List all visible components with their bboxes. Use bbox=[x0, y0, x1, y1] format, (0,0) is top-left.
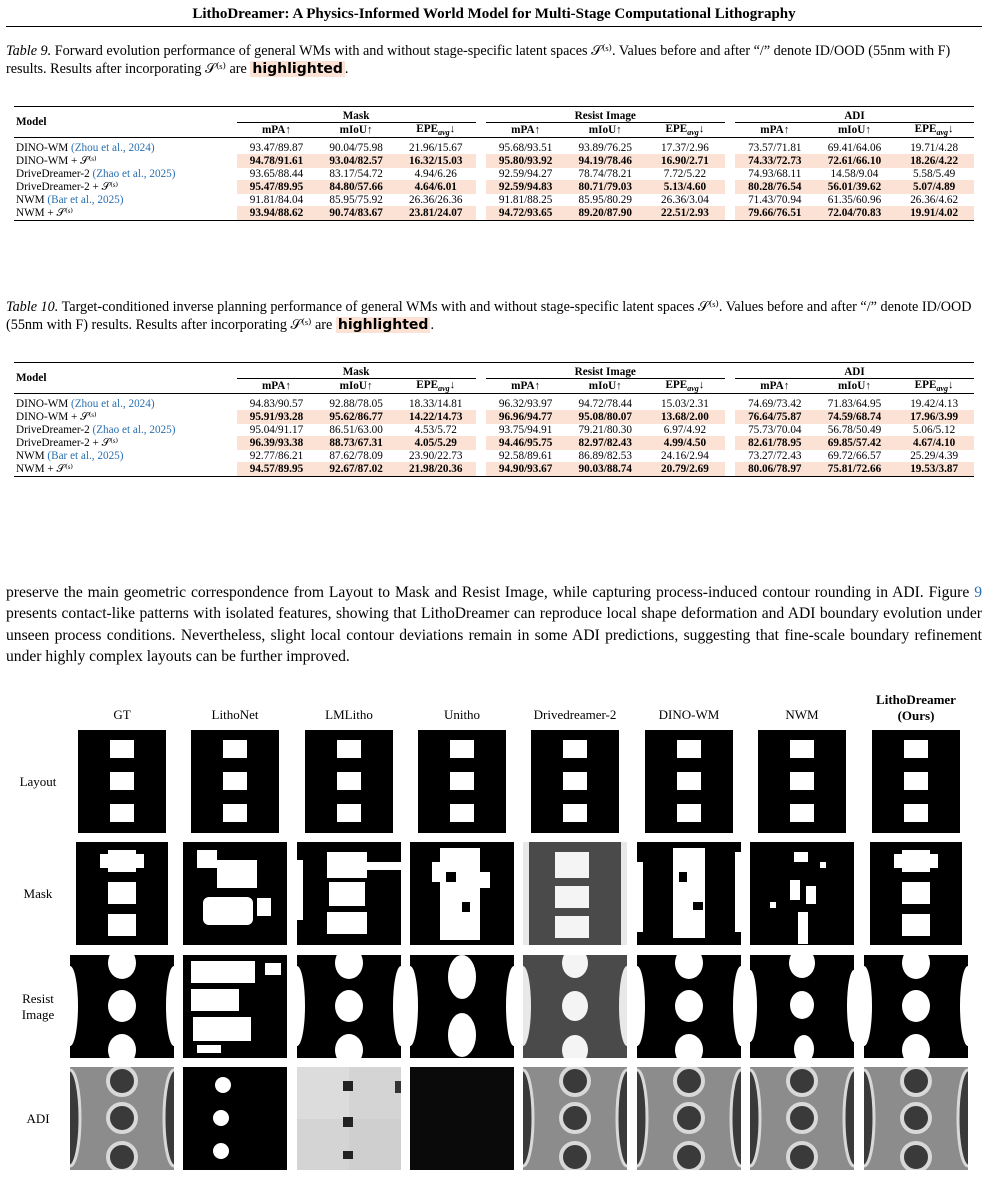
model-header: Model bbox=[14, 363, 226, 394]
figure-tile-adi bbox=[410, 1067, 514, 1170]
table-cell: 93.04/82.57 bbox=[316, 154, 396, 168]
table-cell: 93.89/76.25 bbox=[578, 142, 632, 155]
table-cell: 96.96/94.77 bbox=[486, 410, 566, 424]
table-cell: 71.43/70.94 bbox=[748, 194, 802, 207]
table-cell: 80.28/76.54 bbox=[735, 180, 815, 194]
metric-header-mpa: mPA↑ bbox=[237, 379, 317, 394]
table-cell: 61.35/60.96 bbox=[827, 194, 882, 207]
table-cell: 18.33/14.81 bbox=[409, 398, 463, 411]
table-cell: 5.06/5.12 bbox=[913, 424, 956, 437]
metric-header-mpa: mPA↑ bbox=[237, 123, 317, 138]
table-cell: 4.99/4.50 bbox=[645, 436, 725, 450]
model-name: DriveDreamer-2 + 𝒮⁽ˢ⁾ bbox=[16, 437, 119, 450]
figure-tile-layout bbox=[864, 730, 968, 833]
figure-tile-adi bbox=[864, 1067, 968, 1170]
table-cell: 17.37/2.96 bbox=[661, 142, 709, 155]
table-cell: 17.96/3.99 bbox=[894, 410, 974, 424]
table-cell: 90.04/75.98 bbox=[329, 142, 383, 155]
figure-row-label: Resist Image bbox=[21, 990, 55, 1022]
figure-tile-mask bbox=[523, 842, 627, 945]
table-cell: 26.36/4.62 bbox=[910, 194, 959, 207]
table9-caption-label: Table 9. bbox=[6, 43, 52, 59]
table-cell: 92.58/89.61 bbox=[498, 450, 553, 463]
table-cell: 93.75/94.91 bbox=[498, 424, 553, 437]
figure-tile-mask bbox=[297, 842, 401, 945]
metric-header-epe: $EPE_{avg}↓$ bbox=[894, 123, 974, 138]
table-cell: 69.41/64.06 bbox=[827, 142, 882, 155]
table-cell: 89.20/87.90 bbox=[565, 206, 645, 221]
figure-tile-mask bbox=[637, 842, 741, 945]
table-cell: 94.46/95.75 bbox=[486, 436, 566, 450]
table9-caption-text: Forward evolution performance of general WMs with and without stage-specific latent spaces 𝒮⁽ˢ⁾. Values before and after “/” denote ID/OOD (55nm with F) results. Results after incorporating 𝒮⁽ˢ⁾ are bbox=[6, 43, 951, 77]
table-cell: 19.91/4.02 bbox=[894, 206, 974, 221]
table-cell: 95.04/91.17 bbox=[249, 424, 304, 437]
model-name: DriveDreamer-2 + 𝒮⁽ˢ⁾ bbox=[16, 181, 119, 194]
figure-column-label: Unitho bbox=[443, 707, 481, 722]
table-cell: 16.90/2.71 bbox=[645, 154, 725, 168]
table10-caption-label: Table 10. bbox=[6, 299, 59, 315]
figure-tile-layout bbox=[183, 730, 287, 833]
figure-tile-adi bbox=[523, 1067, 627, 1170]
figure-tile-mask bbox=[750, 842, 854, 945]
table-cell: 96.39/93.38 bbox=[237, 436, 317, 450]
table-cell: 74.93/68.11 bbox=[748, 168, 802, 181]
table-cell: 78.74/78.21 bbox=[578, 168, 632, 181]
table-cell: 56.01/39.62 bbox=[815, 180, 895, 194]
figure-tile-resist bbox=[523, 955, 627, 1058]
table-cell: 95.62/86.77 bbox=[316, 410, 396, 424]
metric-header-mpa: mPA↑ bbox=[486, 379, 566, 394]
figure-tile-mask bbox=[70, 842, 174, 945]
table-cell: 15.03/2.31 bbox=[661, 398, 709, 411]
figure-tile-adi bbox=[183, 1067, 287, 1170]
table-cell: 94.72/78.44 bbox=[578, 398, 632, 411]
figure-tile-layout bbox=[70, 730, 174, 833]
running-header-title: LithoDreamer: A Physics-Informed World Model for Multi-Stage Computational Lithography bbox=[192, 6, 796, 22]
table-cell: 95.91/93.28 bbox=[237, 410, 317, 424]
table9-caption-highlight: highlighted bbox=[252, 61, 343, 77]
figure-tile-resist bbox=[70, 955, 174, 1058]
table-cell: 94.83/90.57 bbox=[249, 398, 304, 411]
model-name: DINO-WM + 𝒮⁽ˢ⁾ bbox=[16, 155, 97, 168]
table-cell: 94.19/78.46 bbox=[565, 154, 645, 168]
table-cell: 19.42/4.13 bbox=[910, 398, 959, 411]
table-cell: 94.78/91.61 bbox=[237, 154, 317, 168]
table9-caption-end: . bbox=[344, 61, 349, 77]
figure-column-label: LithoDreamer (Ours) bbox=[876, 692, 956, 723]
figure-tile-resist bbox=[297, 955, 401, 1058]
table-cell: 4.05/5.29 bbox=[396, 436, 476, 450]
table-cell: 93.47/89.87 bbox=[249, 142, 304, 155]
table-cell: 4.94/6.26 bbox=[414, 168, 457, 181]
figure-tile-adi bbox=[750, 1067, 854, 1170]
model-name: NWM (Bar et al., 2025) bbox=[16, 450, 124, 463]
table-cell: 87.62/78.09 bbox=[329, 450, 383, 463]
table-cell: 73.57/71.81 bbox=[748, 142, 802, 155]
table-cell: 93.94/88.62 bbox=[237, 206, 317, 221]
table-cell: 92.59/94.27 bbox=[498, 168, 553, 181]
figure-tile-mask bbox=[410, 842, 514, 945]
paragraph-text-2: presents contact-like patterns with isolated features, showing that LithoDreamer can reproduce local shape deformation and ADI boundary evolution under unseen process conditions. Nevertheless, slight local contour deviations remain in some ADI predictions, suggesting that fine-scale boundary refinement under highly complex layouts can be further improved. bbox=[6, 605, 982, 666]
table-cell: 76.64/75.87 bbox=[735, 410, 815, 424]
table-cell: 92.77/86.21 bbox=[249, 450, 304, 463]
figure-tile-adi bbox=[297, 1067, 401, 1170]
table-cell: 74.69/73.42 bbox=[748, 398, 802, 411]
figure-tile-adi bbox=[637, 1067, 741, 1170]
table-cell: 25.29/4.39 bbox=[910, 450, 959, 463]
table10-caption-end: . bbox=[430, 317, 434, 333]
model-name: DINO-WM (Zhou et al., 2024) bbox=[16, 142, 155, 155]
table-cell: 80.71/79.03 bbox=[565, 180, 645, 194]
table-cell: 91.81/84.04 bbox=[249, 194, 304, 207]
figure-column-label: GT bbox=[113, 707, 131, 722]
table-cell: 95.80/93.92 bbox=[486, 154, 566, 168]
table-cell: 91.81/88.25 bbox=[498, 194, 553, 207]
table-cell: 94.72/93.65 bbox=[486, 206, 566, 221]
figure-tile-resist bbox=[750, 955, 854, 1058]
table-cell: 7.72/5.22 bbox=[663, 168, 707, 181]
table-cell: 5.58/5.49 bbox=[913, 168, 956, 181]
metric-header-miou: mIoU↑ bbox=[815, 123, 895, 138]
table-cell: 4.67/4.10 bbox=[894, 436, 974, 450]
metric-header-mpa: mPA↑ bbox=[735, 379, 815, 394]
metric-header-miou: mIoU↑ bbox=[565, 379, 645, 394]
figure-column-label: LithoNet bbox=[211, 707, 259, 722]
table-cell: 92.88/78.05 bbox=[329, 398, 383, 411]
metric-header-miou: mIoU↑ bbox=[815, 379, 895, 394]
table-cell: 26.36/26.36 bbox=[409, 194, 463, 207]
metric-header-epe: $EPE_{avg}↓$ bbox=[645, 123, 725, 138]
model-name: NWM + 𝒮⁽ˢ⁾ bbox=[14, 206, 226, 221]
figure-reference-link[interactable]: 9 bbox=[974, 584, 982, 601]
table-cell: 14.22/14.73 bbox=[396, 410, 476, 424]
table-cell: 75.73/70.04 bbox=[748, 424, 802, 437]
table-cell: 69.85/57.42 bbox=[815, 436, 895, 450]
table-cell: 95.08/80.07 bbox=[565, 410, 645, 424]
table-cell: 21.96/15.67 bbox=[409, 142, 463, 155]
figure-tile-resist bbox=[410, 955, 514, 1058]
table-cell: 19.53/3.87 bbox=[894, 462, 974, 477]
figure-tile-layout bbox=[297, 730, 401, 833]
group-header: Resist Image bbox=[486, 107, 725, 123]
figure-tile-layout bbox=[410, 730, 514, 833]
group-header: Resist Image bbox=[486, 363, 725, 379]
figure-tile-mask bbox=[864, 842, 968, 945]
group-header: ADI bbox=[735, 363, 974, 379]
table-cell: 94.57/89.95 bbox=[237, 462, 317, 477]
paragraph-text-1: preserve the main geometric correspondence from Layout to Mask and Resist Image, while capturing process-induced contour rounding in ADI. Figure bbox=[6, 584, 975, 601]
table10-caption-highlight: highlighted bbox=[337, 317, 429, 333]
metric-header-epe: $EPE_{avg}↓$ bbox=[396, 379, 476, 394]
figure-tile-resist bbox=[864, 955, 968, 1058]
table-cell: 26.36/3.04 bbox=[661, 194, 709, 207]
figure-row-label: Mask bbox=[23, 885, 53, 901]
table-cell: 82.61/78.95 bbox=[735, 436, 815, 450]
figure-tile-layout bbox=[523, 730, 627, 833]
group-header: Mask bbox=[237, 363, 476, 379]
table-cell: 90.03/88.74 bbox=[565, 462, 645, 477]
table-cell: 75.81/72.66 bbox=[815, 462, 895, 477]
table-cell: 86.51/63.00 bbox=[329, 424, 383, 437]
figure-tile-resist bbox=[183, 955, 287, 1058]
figure-row-label: ADI bbox=[26, 1110, 50, 1126]
model-name: DINO-WM + 𝒮⁽ˢ⁾ bbox=[16, 411, 97, 424]
table-cell: 85.95/75.92 bbox=[329, 194, 383, 207]
model-name: DINO-WM (Zhou et al., 2024) bbox=[16, 398, 155, 411]
table-cell: 5.13/4.60 bbox=[645, 180, 725, 194]
metric-header-epe: $EPE_{avg}↓$ bbox=[894, 379, 974, 394]
table-cell: 24.16/2.94 bbox=[661, 450, 709, 463]
table-cell: 95.47/89.95 bbox=[237, 180, 317, 194]
figure-tile-layout bbox=[750, 730, 854, 833]
table-cell: 72.04/70.83 bbox=[815, 206, 895, 221]
table-cell: 23.81/24.07 bbox=[396, 206, 476, 221]
model-name: DriveDreamer-2 (Zhao et al., 2025) bbox=[16, 424, 176, 437]
table-cell: 22.51/2.93 bbox=[645, 206, 725, 221]
metric-header-miou: mIoU↑ bbox=[316, 379, 396, 394]
model-name: NWM + 𝒮⁽ˢ⁾ bbox=[14, 462, 226, 477]
table-cell: 13.68/2.00 bbox=[645, 410, 725, 424]
table-cell: 79.66/76.51 bbox=[735, 206, 815, 221]
group-header: ADI bbox=[735, 107, 974, 123]
metric-header-mpa: mPA↑ bbox=[486, 123, 566, 138]
figure-tile-mask bbox=[183, 842, 287, 945]
figure-column-label: LMLitho bbox=[325, 707, 373, 722]
table-cell: 72.61/66.10 bbox=[815, 154, 895, 168]
table-cell: 90.74/83.67 bbox=[316, 206, 396, 221]
table-cell: 16.32/15.03 bbox=[396, 154, 476, 168]
metric-header-miou: mIoU↑ bbox=[316, 123, 396, 138]
figure-column-label: Drivedreamer-2 bbox=[533, 707, 617, 722]
table-cell: 85.95/80.29 bbox=[578, 194, 632, 207]
table-cell: 71.83/64.95 bbox=[827, 398, 882, 411]
metric-header-miou: mIoU↑ bbox=[565, 123, 645, 138]
table-cell: 19.71/4.28 bbox=[910, 142, 959, 155]
table-cell: 5.07/4.89 bbox=[894, 180, 974, 194]
table-cell: 82.97/82.43 bbox=[565, 436, 645, 450]
table-cell: 18.26/4.22 bbox=[894, 154, 974, 168]
table-cell: 23.90/22.73 bbox=[409, 450, 463, 463]
table-cell: 69.72/66.57 bbox=[827, 450, 882, 463]
model-name: DriveDreamer-2 (Zhao et al., 2025) bbox=[16, 168, 176, 181]
figure-tile-layout bbox=[637, 730, 741, 833]
table-cell: 80.06/78.97 bbox=[735, 462, 815, 477]
table10-caption-text: Target-conditioned inverse planning performance of general WMs with and without stage-specific latent spaces 𝒮⁽ˢ⁾. Values before and after “/” denote ID/OOD (55nm with F) results. Results after incorporating 𝒮⁽ˢ⁾ are bbox=[6, 299, 972, 333]
table-cell: 96.32/93.97 bbox=[498, 398, 553, 411]
metric-header-epe: $EPE_{avg}↓$ bbox=[396, 123, 476, 138]
group-header: Mask bbox=[237, 107, 476, 123]
model-header: Model bbox=[14, 107, 226, 138]
figure-tile-resist bbox=[637, 955, 741, 1058]
table-cell: 4.53/5.72 bbox=[414, 424, 457, 437]
table-cell: 20.79/2.69 bbox=[645, 462, 725, 477]
metric-header-epe: $EPE_{avg}↓$ bbox=[645, 379, 725, 394]
table-cell: 74.59/68.74 bbox=[815, 410, 895, 424]
table-cell: 88.73/67.31 bbox=[316, 436, 396, 450]
table-cell: 73.27/72.43 bbox=[748, 450, 802, 463]
figure-row-label: Layout bbox=[19, 773, 57, 789]
table-cell: 74.33/72.73 bbox=[735, 154, 815, 168]
table-cell: 92.59/94.83 bbox=[486, 180, 566, 194]
table-cell: 94.90/93.67 bbox=[486, 462, 566, 477]
figure-column-label: NWM bbox=[785, 707, 819, 722]
table-cell: 6.97/4.92 bbox=[663, 424, 707, 437]
metric-header-mpa: mPA↑ bbox=[735, 123, 815, 138]
table-cell: 79.21/80.30 bbox=[578, 424, 632, 437]
table-cell: 21.98/20.36 bbox=[396, 462, 476, 477]
table-cell: 83.17/54.72 bbox=[329, 168, 383, 181]
table-cell: 56.78/50.49 bbox=[827, 424, 882, 437]
table-cell: 86.89/82.53 bbox=[578, 450, 632, 463]
table-cell: 95.68/93.51 bbox=[498, 142, 553, 155]
table-cell: 14.58/9.04 bbox=[830, 168, 879, 181]
table-cell: 93.65/88.44 bbox=[249, 168, 304, 181]
table-cell: 92.67/87.02 bbox=[316, 462, 396, 477]
model-name: NWM (Bar et al., 2025) bbox=[16, 194, 124, 207]
figure-column-label: DINO-WM bbox=[658, 707, 720, 722]
table-cell: 84.80/57.66 bbox=[316, 180, 396, 194]
figure-tile-adi bbox=[70, 1067, 174, 1170]
table-cell: 4.64/6.01 bbox=[396, 180, 476, 194]
